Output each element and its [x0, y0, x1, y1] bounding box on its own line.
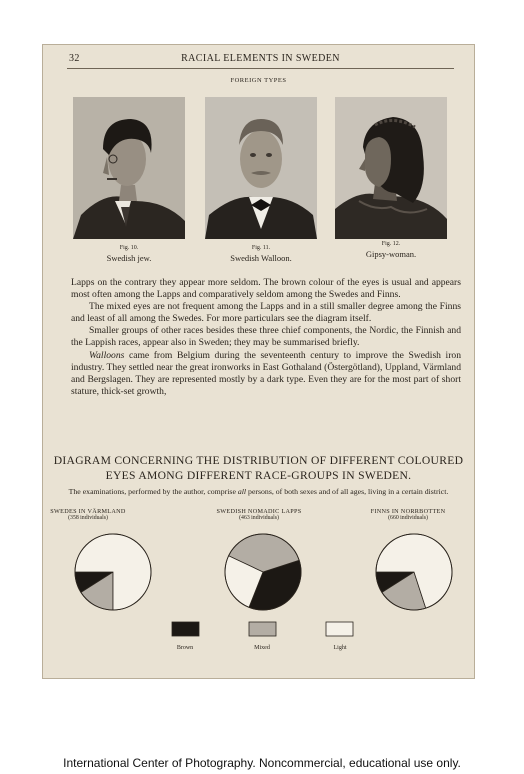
- book-page: [42, 44, 475, 679]
- paragraph-rest: came from Belgium during the seventeenth century to improve the Swedish iron industry. They settled near the great ironworks in East Gothaland (Östergötland), Uppland, Värmland and Bergslagen. They are represented mostly by a dark type. Even they are for the most part of short stature, thick-set growth,: [71, 349, 461, 397]
- legend-label: Mixed: [254, 645, 270, 651]
- running-title: RACIAL ELEMENTS IN SWEDEN: [181, 53, 340, 64]
- legend-swatch-mixed: [249, 622, 276, 636]
- group-name: SWEDISH NOMADIC LAPPS: [216, 508, 302, 515]
- legend-label: Light: [333, 645, 347, 651]
- credit-footer: International Center of Photography. Noncommercial, educational use only.: [63, 756, 461, 770]
- group-count: (358 individuals): [68, 515, 108, 521]
- legend-label: Brown: [176, 645, 194, 651]
- paragraph: The mixed eyes are not frequent among the Lapps and in a still smaller degree among the Finns and least of all among the Swedes. For more particulars see the diagram itself.: [71, 301, 461, 325]
- figure-number: Fig. 12.: [381, 241, 401, 247]
- group-count: (463 individuals): [239, 515, 279, 521]
- figure-number: Fig. 11.: [251, 245, 271, 251]
- diagram-note: The examinations, performed by the author, comprise all persons, of both sexes and of all ages, living in a certain district.: [68, 487, 449, 496]
- legend-swatch-brown: [172, 622, 199, 636]
- group-count: (660 individuals): [388, 515, 428, 521]
- figure-caption: Swedish jew.: [106, 253, 152, 263]
- section-heading: FOREIGN TYPES: [230, 77, 287, 84]
- group-name: SWEDES IN VÄRMLAND: [50, 508, 126, 515]
- pie-charts: [43, 45, 475, 679]
- figure-caption: Gipsy-woman.: [365, 249, 417, 259]
- diagram-title-line: DIAGRAM CONCERNING THE DISTRIBUTION OF DIFFERENT COLOURED: [53, 454, 464, 467]
- figure-caption: Swedish Walloon.: [230, 253, 292, 263]
- legend-swatch-light: [326, 622, 353, 636]
- figure-number: Fig. 10.: [119, 245, 139, 251]
- group-name: FINNS IN NORRBOTTEN: [370, 508, 446, 515]
- emphasis-walloons: Walloons: [89, 349, 125, 361]
- paragraph: Smaller groups of other races besides these three chief components, the Nordic, the Finnish and the Lappish races, appear also in Sweden; they may be summarised briefly.: [71, 325, 461, 349]
- diagram-title-line: EYES AMONG DIFFERENT RACE-GROUPS IN SWEDEN.: [105, 469, 412, 482]
- paragraph: Lapps on the contrary they appear more seldom. The brown colour of the eyes is usual and appears most often among the Lapps and comparatively seldom among the Swedes and Finns.: [71, 277, 461, 301]
- page-number: 32: [69, 53, 80, 64]
